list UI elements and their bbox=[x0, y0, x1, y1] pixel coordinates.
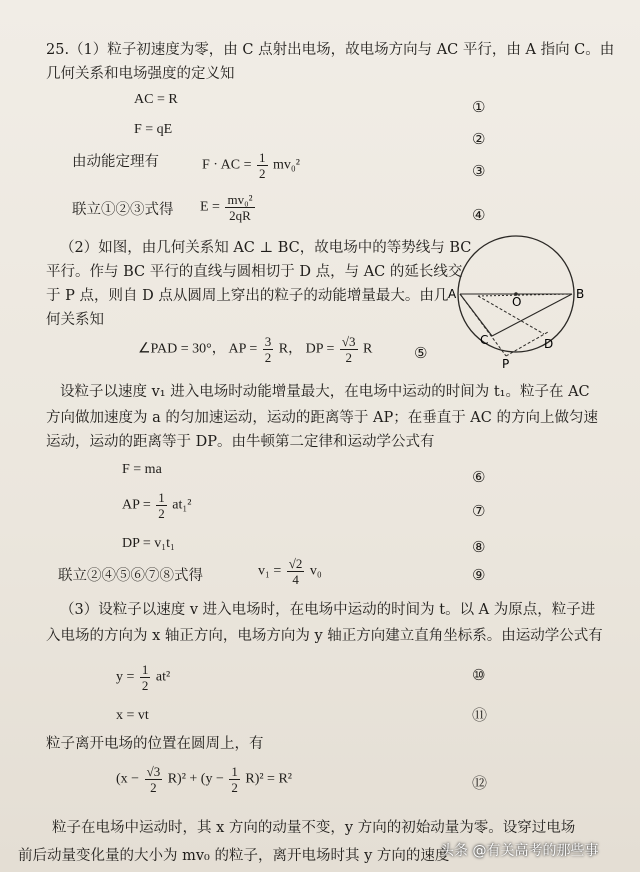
equation-marker: ① bbox=[472, 98, 486, 116]
equation-marker: ⑪ bbox=[472, 706, 488, 724]
text-line: 设粒子以速度 v₁ 进入电场时动能增量最大，在电场中运动的时间为 t₁。粒子在 AC bbox=[60, 384, 590, 400]
equation: v₁ = $\frac{√2}{4}$ v₀ bbox=[258, 556, 322, 587]
text-line: 粒子离开电场的位置在圆周上，有 bbox=[46, 736, 264, 752]
text-line: 何关系知 bbox=[46, 312, 104, 328]
text-line: 平行。作与 BC 平行的直线与圆相切于 D 点，与 AC 的延长线交 bbox=[46, 264, 463, 280]
label-p: P bbox=[502, 357, 510, 371]
text-line: 几何关系和电场强度的定义知 bbox=[46, 66, 235, 82]
text-line: （2）如图，由几何关系知 AC ⊥ BC，故电场中的等势线与 BC bbox=[60, 240, 472, 256]
equation-marker: ③ bbox=[472, 162, 486, 180]
equation-marker: ⑫ bbox=[472, 774, 488, 792]
text-line: 入电场的方向为 x 轴正方向，电场方向为 y 轴正方向建立直角坐标系。由运动学公式有 bbox=[46, 628, 603, 644]
equation: AC = R bbox=[134, 92, 178, 107]
text-line: 联立②④⑤⑥⑦⑧式得 bbox=[58, 568, 203, 584]
text-line: 运动，运动的距离等于 DP。由牛顿第二定律和运动学公式有 bbox=[46, 434, 435, 450]
label-a: A bbox=[448, 287, 457, 301]
geometry-diagram bbox=[448, 232, 618, 372]
text-line: 于 P 点，则自 D 点从圆周上穿出的粒子的动能增量最大。由几 bbox=[46, 288, 449, 304]
equation-marker: ⑨ bbox=[472, 566, 486, 584]
equation-marker: ⑥ bbox=[472, 468, 486, 486]
equation-marker: ⑧ bbox=[472, 538, 486, 556]
label-d: D bbox=[544, 337, 554, 351]
text-line: 联立①②③式得 bbox=[72, 202, 174, 218]
label-o: O bbox=[512, 295, 522, 309]
watermark: 头条 @有关高考的那些事 bbox=[440, 843, 599, 859]
text-line: 前后动量变化量的大小为 mv₀ 的粒子，离开电场时其 y 方向的速度 bbox=[18, 848, 450, 864]
equation: y = $\frac{1}{2}$ at² bbox=[116, 662, 171, 693]
equation: x = vt bbox=[116, 708, 149, 723]
label-c: C bbox=[480, 333, 489, 347]
equation: E = $\frac{\text{mv₀²}}{2qR}$ bbox=[200, 192, 253, 223]
label-b: B bbox=[576, 287, 585, 301]
equation: ∠PAD = 30°， AP = $\frac{3}{2}$ R， DP = $\frac{√3}{2}$ R bbox=[138, 334, 373, 365]
equation-marker: ⑦ bbox=[472, 502, 486, 520]
text-line: 粒子在电场中运动时，其 x 方向的动量不变，y 方向的初始动量为零。设穿过电场 bbox=[52, 820, 576, 836]
text-line: 方向做加速度为 a 的匀加速运动，运动的距离等于 AP；在垂直于 AC 的方向上做匀速 bbox=[46, 410, 598, 426]
equation-marker: ⑤ bbox=[414, 344, 428, 362]
equation-marker: ⑩ bbox=[472, 666, 486, 684]
text-line: 25.（1）粒子初速度为零，由 C 点射出电场，故电场方向与 AC 平行，由 A 指向 C。由 bbox=[46, 42, 615, 58]
equation: DP = v₁t₁ bbox=[122, 536, 175, 551]
text-line: （3）设粒子以速度 v 进入电场时，在电场中运动的时间为 t。以 A 为原点，粒子进 bbox=[60, 602, 596, 618]
equation: (x − $\frac{√3}{2}$ R)² + (y − $\frac{1}{2}$ R)² = R² bbox=[116, 764, 292, 795]
equation: F = ma bbox=[122, 462, 162, 477]
text-line: 由动能定理有 bbox=[72, 154, 159, 170]
equation-marker: ② bbox=[472, 130, 486, 148]
equation: AP = $\frac{1}{2}$ at₁² bbox=[122, 490, 192, 521]
equation-marker: ④ bbox=[472, 206, 486, 224]
equation: F · AC = $\frac{1}{2}$ mv₀² bbox=[202, 150, 300, 181]
equation: F = qE bbox=[134, 122, 173, 137]
